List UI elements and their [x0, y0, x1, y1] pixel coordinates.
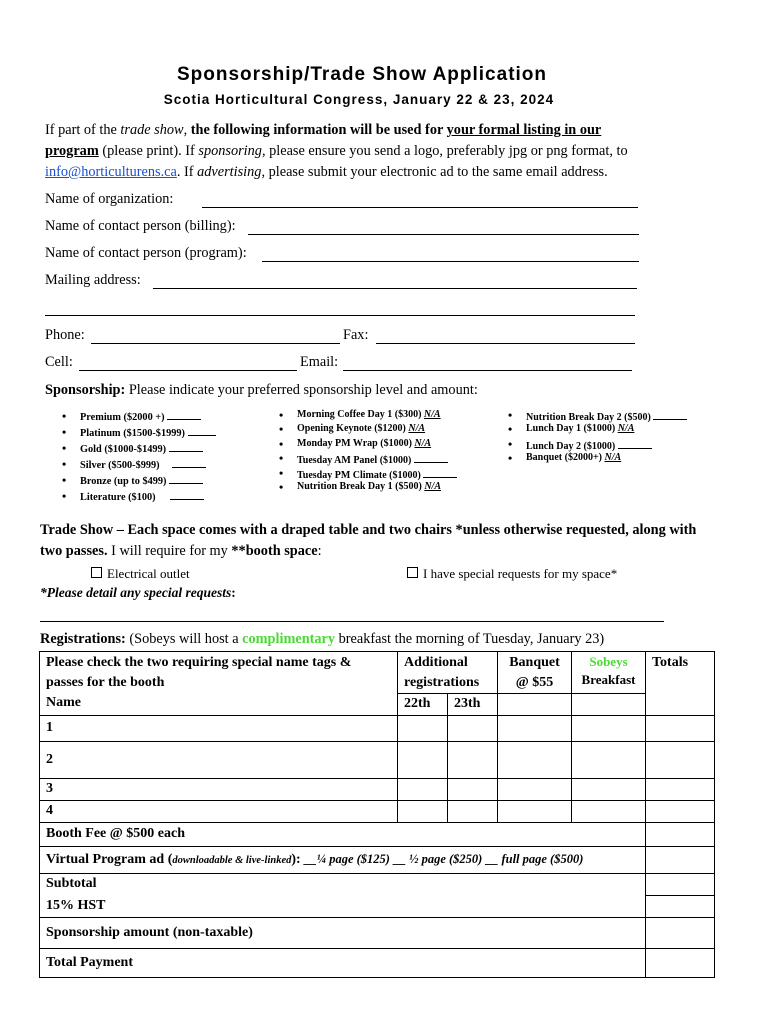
sponsorship-option[interactable]	[508, 422, 687, 436]
option-label: Monday PM Wrap ($1000)	[297, 437, 412, 449]
header-23: 23th	[448, 694, 498, 716]
cell-input[interactable]	[646, 949, 715, 978]
checkbox-icon[interactable]	[407, 567, 418, 578]
registrations-heading	[40, 631, 604, 648]
header-sobeys: Sobeys	[589, 654, 628, 669]
organization-label: Name of organization:	[45, 191, 174, 207]
header-totals: Totals	[646, 652, 715, 716]
mailing-field-line2[interactable]	[45, 315, 635, 316]
cell-input[interactable]	[646, 779, 715, 801]
billing-field[interactable]	[248, 234, 639, 235]
option-label: Silver ($500-$999)	[80, 460, 160, 471]
header-sobeys-cell	[572, 652, 646, 694]
sponsorship-heading	[45, 382, 478, 399]
cell-input[interactable]	[498, 801, 572, 823]
total-payment-label: Total Payment	[40, 949, 646, 978]
cell-input[interactable]	[498, 742, 572, 779]
cell-input[interactable]	[398, 801, 448, 823]
virtual-program-cell	[40, 847, 646, 874]
cell-input[interactable]	[448, 801, 498, 823]
intro-text: ,	[183, 122, 191, 138]
header-additional: Additional registrations	[398, 652, 498, 694]
sponsorship-list-3	[508, 408, 687, 466]
special-requests-colon: :	[231, 585, 236, 600]
electrical-outlet-option[interactable]	[91, 566, 190, 582]
vp-full-option[interactable]: __ full page ($500)	[485, 852, 584, 866]
intro-text: . If	[176, 164, 198, 180]
option-label: Opening Keynote ($1200)	[297, 423, 406, 435]
subtotal-label: Subtotal	[40, 874, 646, 896]
vp-half-option[interactable]: __ ½ page ($250)	[393, 852, 483, 866]
header-banquet: Banquet @ $55	[498, 652, 572, 694]
cell-input[interactable]	[646, 896, 715, 918]
option-blank[interactable]	[167, 408, 201, 420]
option-label: Banquet ($2000+)	[526, 452, 602, 464]
special-requests-label: I have special requests for my space*	[423, 566, 618, 581]
sponsorship-list-1	[62, 408, 216, 504]
option-blank[interactable]	[172, 456, 206, 468]
trade-show-colon: :	[317, 543, 322, 559]
mailing-field[interactable]	[153, 288, 637, 289]
sponsorship-instruction: Please indicate your preferred sponsorship level and amount:	[125, 382, 478, 398]
fax-field[interactable]	[376, 343, 635, 344]
intro-program: program	[45, 143, 99, 159]
registrations-text: (Sobeys will host a	[125, 631, 243, 647]
cell-input[interactable]	[572, 742, 646, 779]
option-blank[interactable]	[414, 451, 448, 463]
cell-input[interactable]	[398, 742, 448, 779]
cell-input[interactable]	[398, 779, 448, 801]
table-row	[40, 742, 715, 779]
header-22: 22th	[398, 694, 448, 716]
option-label: Nutrition Break Day 1 ($500)	[297, 480, 422, 492]
option-blank[interactable]	[618, 437, 652, 449]
table-row	[40, 716, 715, 742]
vp-quarter-option[interactable]: __¼ page ($125)	[304, 852, 390, 866]
header-name: Name	[46, 695, 81, 710]
option-label: Tuesday AM Panel ($1000)	[297, 455, 412, 467]
intro-text: (please print). If	[98, 143, 199, 159]
cell-input[interactable]	[498, 779, 572, 801]
na-label: N/A	[408, 423, 426, 435]
cell-input[interactable]	[646, 874, 715, 896]
intro-paragraph	[45, 120, 685, 183]
cell-input[interactable]	[646, 823, 715, 847]
sponsorship-option[interactable]	[508, 451, 687, 465]
special-requests-field[interactable]	[40, 621, 664, 622]
email-link[interactable]: info@horticulturens.ca	[45, 164, 177, 180]
intro-formal-listing: your formal listing in our	[446, 122, 602, 138]
sponsorship-option[interactable]	[279, 422, 457, 436]
sponsorship-option[interactable]	[279, 408, 457, 422]
special-requests-option[interactable]	[407, 566, 617, 582]
header-banquet-blank	[498, 694, 572, 716]
program-contact-field[interactable]	[262, 261, 639, 262]
option-label: Platinum ($1500-$1999)	[80, 428, 185, 439]
sponsorship-option[interactable]	[62, 440, 216, 456]
sponsorship-option[interactable]	[508, 437, 687, 451]
registrations-label: Registrations:	[40, 631, 126, 647]
checkbox-icon[interactable]	[91, 567, 102, 578]
row-number: 1	[40, 716, 398, 742]
cell-input[interactable]	[646, 847, 715, 874]
intro-trade-show: trade show	[120, 122, 184, 138]
cell-input[interactable]	[572, 801, 646, 823]
sponsorship-option[interactable]	[62, 488, 216, 504]
row-number: 4	[40, 801, 398, 823]
cell-input[interactable]	[398, 716, 448, 742]
trade-show-booth: **booth space	[231, 543, 318, 559]
option-blank[interactable]	[188, 424, 216, 436]
cell-input[interactable]	[572, 779, 646, 801]
sponsorship-option[interactable]	[508, 408, 687, 422]
table-row	[40, 801, 715, 823]
option-label: Tuesday PM Climate ($1000)	[297, 469, 421, 481]
intro-sponsoring: sponsoring	[198, 143, 262, 159]
cell-input[interactable]	[646, 716, 715, 742]
sponsorship-option[interactable]	[62, 424, 216, 440]
complimentary-label: complimentary	[242, 631, 336, 647]
hst-row	[40, 896, 715, 918]
program-contact-label: Name of contact person (program):	[45, 245, 247, 261]
booth-fee-row	[40, 823, 715, 847]
cell-field[interactable]	[79, 370, 297, 371]
option-label: Gold ($1000-$1499)	[80, 444, 167, 455]
sponsorship-option[interactable]	[279, 437, 457, 451]
na-label: N/A	[424, 480, 441, 492]
special-requests-detail: *Please detail any special requests	[40, 585, 232, 600]
option-blank[interactable]	[169, 440, 203, 452]
sponsorship-amount-label: Sponsorship amount (non-taxable)	[40, 918, 646, 949]
page-title: Sponsorship/Trade Show Application	[176, 64, 548, 85]
table-row	[40, 779, 715, 801]
option-label: Morning Coffee Day 1 ($300)	[297, 409, 422, 420]
sponsorship-list-2	[279, 408, 457, 494]
cell-input[interactable]	[448, 779, 498, 801]
sponsorship-option[interactable]	[279, 451, 457, 465]
na-label: N/A	[423, 409, 441, 420]
option-label: Lunch Day 1 ($1000)	[526, 423, 616, 435]
sponsorship-amount-row	[40, 918, 715, 949]
special-requests-heading	[40, 585, 236, 601]
intro-advertising: advertising	[197, 164, 262, 180]
option-blank[interactable]	[653, 408, 687, 420]
header-breakfast: Breakfast	[581, 672, 636, 687]
option-blank[interactable]	[423, 466, 457, 478]
fax-label: Fax:	[343, 327, 369, 343]
header-check-cell	[40, 652, 398, 716]
hst-label: 15% HST	[40, 896, 646, 918]
phone-label: Phone:	[45, 327, 85, 343]
cell-input[interactable]	[646, 918, 715, 949]
option-blank[interactable]	[170, 488, 204, 500]
mailing-label: Mailing address:	[45, 272, 141, 288]
trade-show-paragraph	[40, 520, 700, 562]
na-label: N/A	[414, 437, 432, 449]
row-number: 2	[40, 742, 398, 779]
sponsorship-label: Sponsorship:	[45, 382, 126, 398]
intro-bold: the following information will be used for	[190, 122, 447, 138]
cell-input[interactable]	[572, 716, 646, 742]
option-label: Bronze (up to $499)	[80, 476, 167, 487]
booth-fee-label: Booth Fee @ $500 each	[40, 823, 646, 847]
cell-input[interactable]	[646, 742, 715, 779]
cell-input[interactable]	[498, 716, 572, 742]
vp-close: ):	[291, 852, 301, 867]
phone-field[interactable]	[91, 343, 340, 344]
total-payment-row	[40, 949, 715, 978]
vp-label: Virtual Program ad (	[46, 852, 173, 867]
sponsorship-option[interactable]	[62, 456, 216, 472]
page-subtitle: Scotia Horticultural Congress, January 22 & 23, 2024	[163, 92, 555, 107]
option-blank[interactable]	[169, 472, 203, 484]
intro-text: , please ensure you send a logo, preferably jpg or png format, to	[261, 143, 628, 159]
option-label: Lunch Day 2 ($1000)	[526, 440, 616, 452]
intro-text: , please submit your electronic ad to the same email address.	[261, 164, 608, 180]
vp-small: downloadable & live-linked	[172, 855, 292, 866]
header-sobeys-blank	[572, 694, 646, 716]
virtual-program-row	[40, 847, 715, 874]
registrations-table	[39, 651, 715, 978]
cell-input[interactable]	[646, 801, 715, 823]
cell-input[interactable]	[448, 742, 498, 779]
cell-input[interactable]	[448, 716, 498, 742]
row-number: 3	[40, 779, 398, 801]
sponsorship-option[interactable]	[279, 466, 457, 480]
sponsorship-option[interactable]	[279, 480, 457, 494]
registrations-text: breakfast the morning of Tuesday, January 23)	[335, 631, 605, 647]
billing-label: Name of contact person (billing):	[45, 218, 236, 234]
option-label: Nutrition Break Day 2 ($500)	[526, 412, 651, 423]
cell-label: Cell:	[45, 354, 73, 370]
option-label: Premium ($2000 +)	[80, 412, 165, 423]
subtotal-row	[40, 874, 715, 896]
sponsorship-option[interactable]	[62, 472, 216, 488]
intro-text: If part of the	[45, 122, 121, 138]
option-label: Literature ($100)	[80, 492, 156, 503]
email-label: Email:	[300, 354, 339, 370]
na-label: N/A	[617, 423, 635, 435]
trade-show-bold: Trade Show – Each space comes with a draped table and two chairs *unless otherwise requested, along with two passes.	[40, 522, 697, 559]
na-label: N/A	[604, 452, 622, 464]
trade-show-text: I will require for my	[107, 543, 232, 559]
table-header-row	[40, 652, 715, 694]
header-check: Please check the two requiring special name tags & passes for the booth	[46, 655, 352, 690]
email-field[interactable]	[343, 370, 632, 371]
sponsorship-option[interactable]	[62, 408, 216, 424]
electrical-outlet-label: Electrical outlet	[107, 566, 190, 581]
organization-field[interactable]	[202, 207, 638, 208]
